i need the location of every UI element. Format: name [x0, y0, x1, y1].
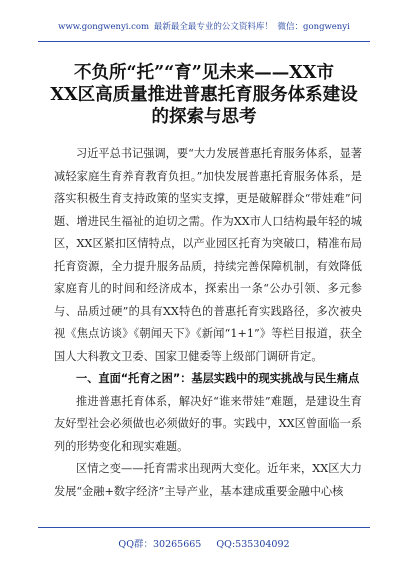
footer-qq: QQ:535304092 [216, 539, 290, 550]
body-paragraph-2: 推进普惠托育体系，解决好“谁来带娃”难题，是建设生育友好型社会必须做也必须做好的事。实践中，XX区曾面临一系列的形势变化和现实难题。 [54, 394, 362, 453]
header-slogan: 最新最全最专业的公文资料库！ [153, 22, 273, 32]
document-title [30, 62, 378, 128]
header-divider [38, 41, 370, 42]
page-footer [0, 536, 408, 550]
section-heading-1: 一、直面“托育之困”：基层实践中的现实挑战与民生痛点 [76, 372, 360, 385]
footer-qq-group: QQ群：30265665 [118, 539, 202, 550]
document-body [54, 143, 362, 503]
header-website[interactable]: www.gongwenyi.com [58, 22, 150, 32]
page-header [0, 20, 408, 32]
title-line-2: XX区高质量推进普惠托育服务体系建设 [50, 85, 358, 105]
title-line-3: 的探索与思考 [151, 107, 257, 127]
body-paragraph-3: 区情之变——托育需求出现两大变化。近年来，XX区大力发展“金融+数字经济”主导产业，基本建成重要金融中心核 [54, 462, 362, 498]
footer-divider [38, 527, 370, 528]
header-wechat: 微信：gongwenyi [277, 22, 350, 32]
title-line-1: 不负所“托”“育”见未来——XX市 [74, 63, 334, 83]
intro-paragraph: 习近平总书记强调，要“大力发展普惠托育服务体系，显著减轻家庭生育养育教育负担。”加快发展普惠托育服务体系，是落实积极生育支持政策的坚实支撑，更是破解群众“带娃难”问题、增进民生福祉的迫切之需。作为XX市人口结构最年轻的城区，XX区紧扣区情特点，以产业园区托育为突破口，精准布局托育资源，全力提升服务品质，持续完善保障机制，有效降低家庭育儿的时间和经济成本，探索出一条“公办引领、多元参与、品质过硬”的具有XX特色的普惠托育实践路径，多次被央视《焦点访谈》《朝闻天下》《新闻“1+1”》等栏目报道，获全国人大科教文卫委、国家卫健委等上级部门调研肯定。 [54, 147, 362, 363]
